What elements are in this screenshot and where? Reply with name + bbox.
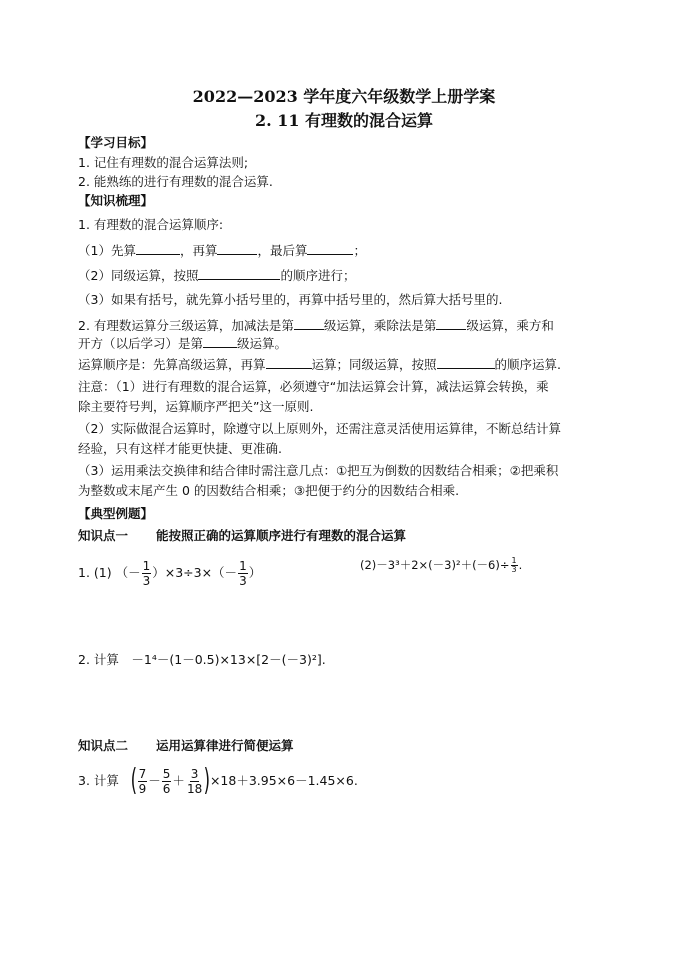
note-3: （3）运用乘法交换律和结合律时需注意几点：①把互为倒数的因数结合相乘；②把乘积 — [78, 463, 559, 478]
knowledge-point-2: 知识点二 运用运算律进行简便运算 — [78, 738, 294, 753]
examples-heading: 【典型例题】 — [78, 506, 154, 521]
answer-blank[interactable] — [437, 356, 495, 369]
answer-blank[interactable] — [266, 356, 312, 369]
order-line-1: （1）先算 ，再算 ，最后算 ； — [78, 243, 366, 258]
answer-blank[interactable] — [294, 317, 324, 330]
note-1-cont: 除主要符号判，运算顺序严把关”这一原则. — [78, 399, 314, 414]
question-2: 2. 计算 －1⁴－(1－0.5)×13×[2－(－3)²]. — [78, 652, 326, 667]
levels-line-2: 开方（以后学习）是第 级运算。 — [78, 336, 288, 351]
lesson-title: 2. 11 有理数的混合运算 — [254, 111, 434, 130]
answer-blank[interactable] — [307, 242, 353, 255]
goal-item: 2. 能熟练的进行有理数的混合运算. — [78, 174, 273, 189]
answer-blank[interactable] — [217, 242, 257, 255]
fraction: $\frac{1}{3}$ — [142, 558, 151, 588]
order-line-3: （3）如果有括号，就先算小括号里的，再算中括号里的，然后算大括号里的. — [78, 292, 503, 307]
answer-blank[interactable] — [136, 242, 180, 255]
question-3: 3. 计算 ( $\frac{7}{9}$ － $\frac{5}{6}$ ＋ $\frac{3}{18}$ ) ×18＋3.95×6－1.45×6. — [78, 763, 358, 798]
knowledge-heading: 【知识梳理】 — [78, 193, 154, 208]
fraction: $\frac{7}{9}$ — [138, 766, 147, 796]
rule-line: 运算顺序是：先算高级运算，再算 运算；同级运算，按照 的顺序运算. — [78, 357, 562, 372]
question-1-part-2: (2)－3³＋2×(－3)²＋(－6)÷ $\frac{1}{3}$ . — [360, 555, 523, 574]
order-line-2: （2）同级运算，按照 的顺序进行； — [78, 268, 356, 283]
knowledge-point-1: 知识点一 能按照正确的运算顺序进行有理数的混合运算 — [78, 528, 407, 543]
fraction: $\frac{5}{6}$ — [162, 766, 171, 796]
order-title: 1. 有理数的混合运算顺序: — [78, 217, 224, 232]
worksheet-title: 2022—2023 学年度六年级数学上册学案 — [192, 87, 496, 106]
note-2-cont: 经验，只有这样才能更快捷、更准确. — [78, 441, 282, 456]
goal-item: 1. 记住有理数的混合运算法则; — [78, 155, 249, 170]
fraction: $\frac{3}{18}$ — [186, 766, 203, 796]
levels-line-1: 2. 有理数运算分三级运算，加减法是第 级运算，乘除法是第 级运算，乘方和 — [78, 318, 554, 333]
fraction: $\frac{1}{3}$ — [239, 558, 247, 588]
note-3-cont: 为整数或末尾产生 0 的因数结合相乘；③把便于约分的因数结合相乘. — [78, 483, 460, 498]
answer-blank[interactable] — [198, 267, 280, 280]
goals-heading: 【学习目标】 — [78, 135, 154, 150]
fraction: $\frac{1}{3}$ — [511, 555, 517, 574]
note-1: 注意：（1）进行有理数的混合运算，必须遵守“加法运算会计算，减法运算会转换，乘 — [78, 379, 549, 394]
note-2: （2）实际做混合运算时，除遵守以上原则外，还需注意灵活使用运算律，不断总结计算 — [78, 421, 561, 436]
question-1-part-1: 1. (1) （－ $\frac{1}{3}$ ）×3÷3×（－ $\frac{1}{3}$ ） — [78, 558, 262, 588]
answer-blank[interactable] — [436, 317, 466, 330]
answer-blank[interactable] — [203, 335, 237, 348]
